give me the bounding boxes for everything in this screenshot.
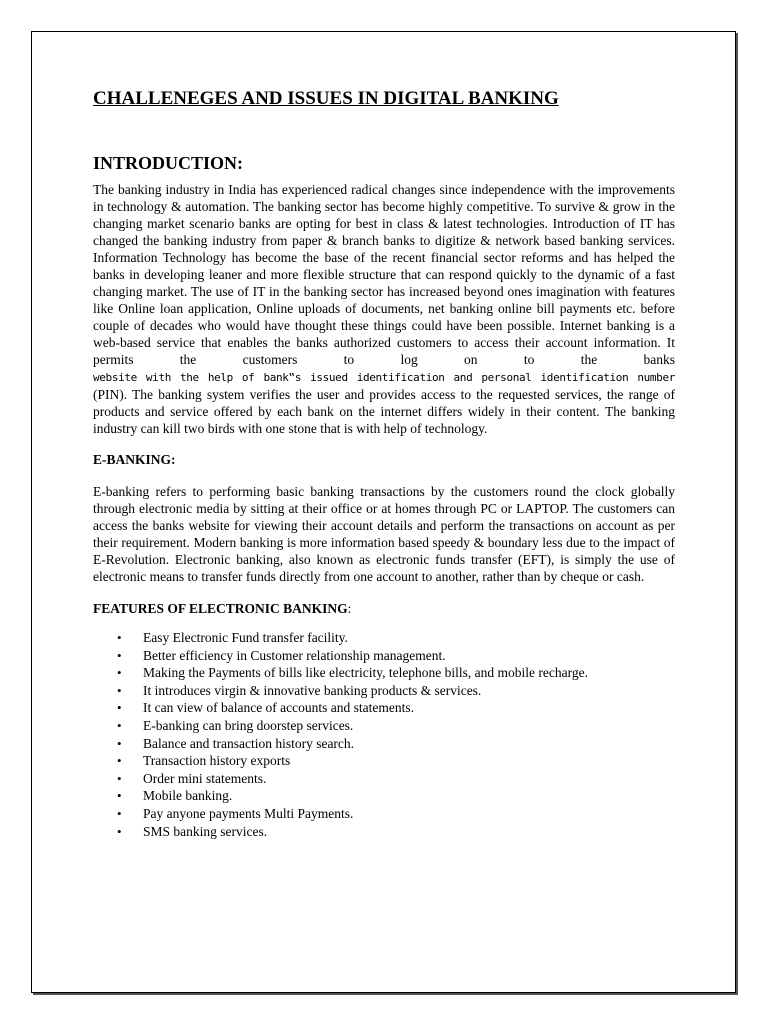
feature-item-8: [93, 752, 675, 770]
ebanking-paragraph: E-banking refers to performing basic banking transactions by the customers round the clock globally through electronic media by sitting at their office or at homes through PC or LAPTOP. The customers can access the banks website for viewing their account details and perform the transactions on account as per their requirement. Modern banking is more information based speedy & boundary less due to the impact of E-Revolution. Electronic banking, also known as electronic funds transfer (EFT), is simply the use of electronic means to transfer funds directly from one account to another, rather than by cheque or cash.: [93, 484, 675, 584]
feature-text: Pay anyone payments Multi Payments.: [143, 805, 354, 821]
feature-item-11: [93, 805, 675, 823]
bullet-icon: •: [117, 682, 122, 698]
feature-item-10: [93, 787, 675, 805]
feature-text: Balance and transaction history search.: [143, 735, 355, 751]
bullet-icon: •: [117, 823, 122, 839]
bullet-icon: •: [117, 753, 122, 769]
bullet-icon: •: [117, 647, 122, 663]
feature-text: Order mini statements.: [143, 770, 267, 786]
bullet-icon: •: [117, 700, 122, 716]
bullet-icon: •: [117, 770, 122, 786]
feature-text: E-banking can bring doorstep services.: [143, 717, 354, 733]
introduction-paragraph: [93, 181, 675, 437]
ebanking-heading: E-BANKING:: [93, 452, 176, 467]
feature-item-12: [93, 823, 675, 841]
feature-item-1: [93, 629, 675, 647]
bullet-icon: •: [117, 735, 122, 751]
feature-text: Easy Electronic Fund transfer facility.: [143, 630, 348, 645]
introduction-text-mono: website with the help of bank‟s issued identification and personal identification number: [93, 371, 675, 384]
introduction-heading: INTRODUCTION:: [93, 153, 244, 173]
introduction-text-part1: The banking industry in India has experienced radical changes since independence with the improvements in technology & automation. The banking sector has become highly competitive. To survive & grow in the changing market scenario banks are opting for best in class & latest technologies. Introduction of IT has changed the banking industry from paper & branch banks to digitize & network based banking services. Information Technology has become the base of the recent financial sector reforms and has helped the banks in developing leaner and more flexible structure that can respond quickly to the dynamic of a fast changing market. The use of IT in the banking sector has increased beyond ones imagination with features like Online loan application, Online uploads of documents, net banking online bill payments etc. before couple of decades who would have thought these things could have been possible. Internet banking is a web-based service that enables the banks authorized customers to access their account information. It permits the customers to log on to the banks: [93, 182, 675, 367]
features-heading-text: FEATURES OF ELECTRONIC BANKING: [93, 601, 348, 616]
bullet-icon: •: [117, 788, 122, 804]
feature-text: Mobile banking.: [143, 788, 233, 804]
document-title: CHALLENEGES AND ISSUES IN DIGITAL BANKING: [93, 88, 559, 109]
feature-item-9: [93, 770, 675, 788]
bullet-icon: •: [117, 717, 122, 733]
bullet-icon: •: [117, 805, 122, 821]
feature-item-3: [93, 664, 675, 682]
feature-text: SMS banking services.: [143, 823, 268, 839]
feature-item-4: [93, 682, 675, 700]
features-list: [93, 629, 675, 840]
feature-text: It introduces virgin & innovative banking products & services.: [143, 682, 482, 698]
introduction-text-part2: (PIN). The banking system verifies the user and provides access to the requested services, the range of products and service offered by each bank on the internet differs widely in their content. The banking industry can kill two birds with one stone that is with help of technology.: [93, 387, 675, 436]
document-body: [93, 88, 675, 840]
feature-text: It can view of balance of accounts and statements.: [143, 700, 415, 716]
feature-item-7: [93, 735, 675, 753]
feature-item-5: [93, 699, 675, 717]
feature-item-6: [93, 717, 675, 735]
feature-text: Making the Payments of bills like electricity, telephone bills, and mobile recharge.: [143, 665, 589, 681]
feature-text: Better efficiency in Customer relationship management.: [143, 647, 446, 663]
feature-text: Transaction history exports: [143, 753, 291, 769]
feature-item-2: [93, 647, 675, 665]
bullet-icon: •: [117, 630, 122, 645]
features-heading: [93, 600, 675, 617]
bullet-icon: •: [117, 665, 122, 681]
features-heading-colon: :: [347, 601, 352, 616]
